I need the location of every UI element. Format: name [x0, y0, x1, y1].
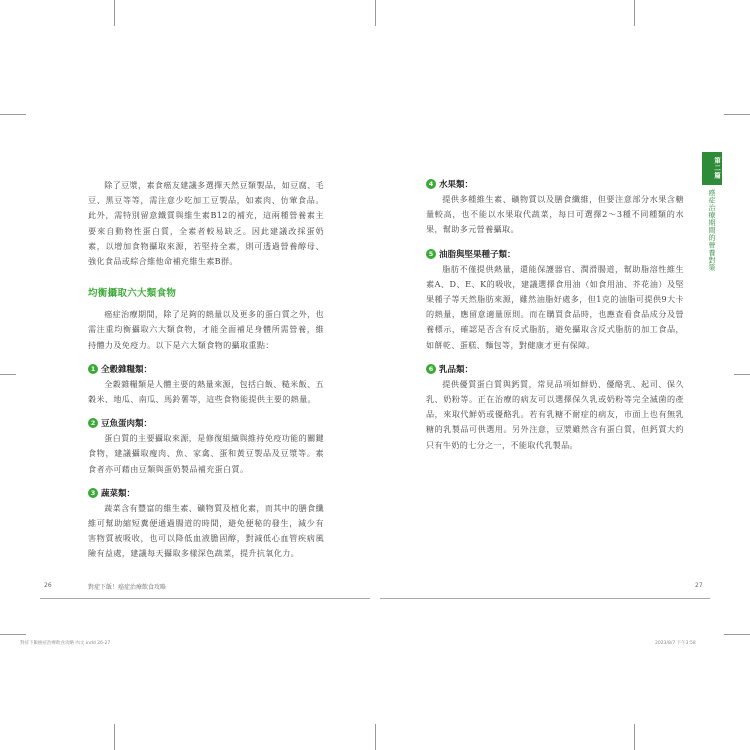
chapter-part-label: 第二篇: [702, 152, 722, 185]
number-badge: 4: [426, 179, 436, 189]
crop-mark: [114, 724, 115, 750]
food-group-title: 豆魚蛋肉類：: [101, 419, 153, 430]
footer-rule: [40, 598, 370, 599]
food-group-heading: [88, 417, 324, 429]
food-group-title: 全穀雜糧類：: [101, 364, 153, 375]
left-page-body: [88, 178, 324, 562]
crop-mark: [0, 634, 26, 635]
food-group-heading: [426, 178, 684, 190]
food-group-paragraph: 脂肪不僅提供熱量，還能保護器官、潤滑腸道，幫助脂溶性維生素A、D、E、K的吸收，建議選擇食用油（如食用油、芥花油）及堅果種子等天然脂肪來源，雖然油脂好處多，但1克的油脂可提供9大卡的熱量，應留意適量原則。而在購買食品時，也應查看食品成分及營養標示，確認是否含有反式脂肪，避免攝取含反式脂肪的加工食品，如餅乾、蛋糕、麵包等，對健康才更有保障。: [426, 263, 684, 350]
print-slug-file: 對症下飯癌症治療飲食攻略 內文.indd 26-27: [20, 641, 111, 646]
crop-mark: [734, 374, 750, 375]
print-slug-date: 2023/8/7 下午3:58: [655, 641, 696, 646]
chapter-description: 癌症治療期間的營養對策: [708, 188, 716, 271]
right-page-body: [426, 178, 684, 453]
food-group-heading: [426, 363, 684, 375]
crop-mark: [724, 114, 750, 115]
running-footer-title: 對症下飯！癌症治療飲食攻略: [88, 584, 167, 591]
intro-paragraph: 除了豆漿，素食癌友建議多選擇天然豆類製品，如豆腐、毛豆、黑豆等等，需注意少吃加工豆製品，如素肉、仿葷食品。此外，需特別留意鐵質與維生素B12的補充，這兩種營養素主要來自動物性蛋白質，全素者較易缺乏。因此建議改採蛋奶素，以增加食物攝取來源，若堅持全素，則可透過營養醇母、強化食品或綜合維他命補充維生素B群。: [88, 180, 324, 267]
left-page-number: 26: [44, 582, 52, 589]
food-group-title: 乳品類：: [439, 364, 474, 375]
crop-mark: [114, 0, 115, 26]
food-group-paragraph: 提供多種維生素、礦物質以及膳食纖維，但要注意部分水果含糖量較高，也不能以水果取代蔬菜，每日可選擇2～3種不同種類的水果，幫助多元營養攝取。: [426, 194, 684, 235]
footer-rule: [380, 598, 710, 599]
crop-mark: [0, 114, 26, 115]
number-badge: 1: [88, 364, 98, 374]
section-intro-paragraph: 癌症治療期間，除了足夠的熱量以及更多的蛋白質之外，也需注重均衡攝取六大類食物，才能全面補足身體所需營養，維持體力及免疫力。以下是六大類食物的攝取重點：: [88, 309, 324, 350]
crop-mark: [634, 0, 635, 26]
food-group-title: 水果類：: [439, 180, 474, 190]
crop-mark: [0, 374, 16, 375]
number-badge: 5: [426, 249, 436, 259]
number-badge: 3: [88, 488, 98, 498]
food-group-heading: [88, 487, 324, 499]
crop-mark: [375, 0, 376, 26]
chapter-side-tab: [702, 152, 722, 271]
food-group-paragraph: 全穀雜糧類是人體主要的熱量來源，包括白飯、糙米飯、五穀米、地瓜、南瓜、馬鈴薯等，這些食物能提供主要的熱量。: [88, 378, 324, 405]
number-badge: 2: [88, 418, 98, 428]
food-group-heading: [426, 248, 684, 260]
food-group-title: 蔬菜類：: [101, 488, 136, 499]
food-group-heading: [88, 363, 324, 375]
food-group-title: 油脂與堅果種子類：: [439, 249, 516, 260]
crop-mark: [375, 724, 376, 750]
section-heading: 均衡攝取六大類食物: [88, 288, 177, 300]
crop-mark: [634, 724, 635, 750]
right-page-number: 27: [695, 582, 703, 589]
food-group-paragraph: 蔬菜含有豐富的維生素、礦物質及植化素，而其中的膳食纖維可幫助縮短糞便通過腸道的時間，避免便秘的發生，減少有害物質被吸收，也可以降低血液膽固醇，對減低心血管疾病風險有益處，建議每天攝取多樣深色蔬菜，提升抗氧化力。: [88, 502, 324, 559]
food-group-paragraph: 提供優質蛋白質與鈣質，常見品項如鮮奶、優酪乳、起司、保久乳、奶粉等。正在治療的病友可以選擇保久乳或奶粉等完全滅菌的產品，來取代鮮奶或優酪乳。若有乳糖不耐症的病友，市面上也有無乳糖的乳製品可供選用。另外注意，豆漿雖然含有蛋白質，但鈣質大約只有牛奶的七分之一，不能取代乳製品。: [426, 378, 684, 450]
number-badge: 6: [426, 364, 436, 374]
food-group-paragraph: 蛋白質的主要攝取來源，是修復組織與維持免疫功能的關鍵食物，建議攝取瘦肉、魚、家禽、蛋和黃豆製品及豆漿等。素食者亦可藉由豆類與蛋奶製品補充蛋白質。: [88, 433, 324, 474]
crop-mark: [724, 634, 750, 635]
